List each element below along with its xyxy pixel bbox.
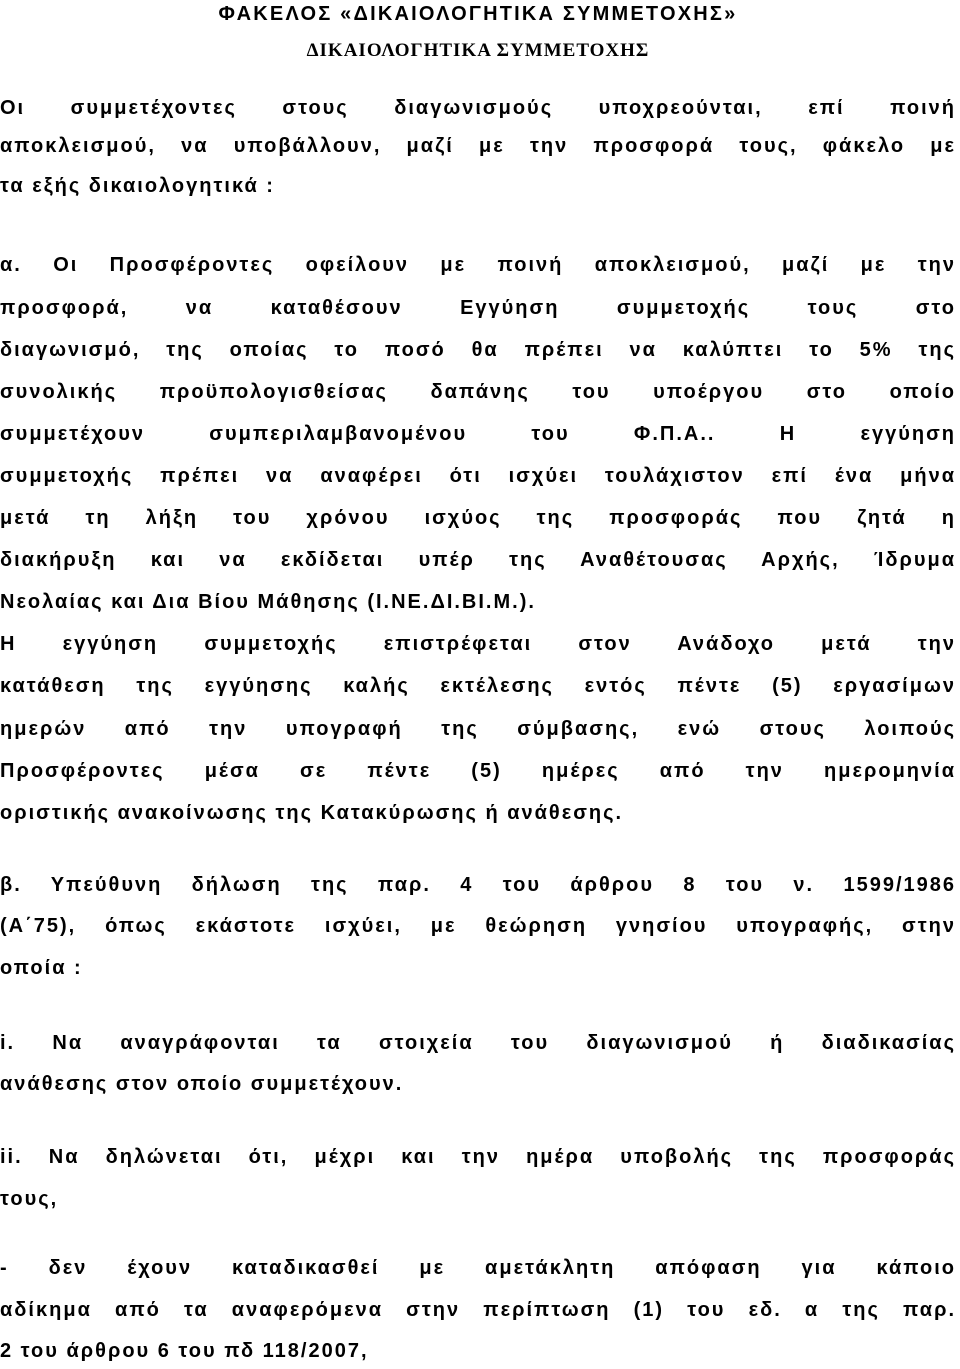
intro-line: αποκλεισμού, να υποβάλλουν, μαζί με την προσφορά τους, φάκελο με	[0, 135, 956, 157]
section-a-line: συνολικής προϋπολογισθείσας δαπάνης του υποέργου στο οποίο	[0, 381, 956, 403]
section-a-line: Νεολαίας και Δια Βίου Μάθησης (Ι.ΝΕ.ΔΙ.ΒΙ.Μ.).	[0, 591, 536, 613]
section-b-line: οποία :	[0, 957, 83, 979]
section-a-line: διακήρυξη και να εκδίδεται υπέρ της Αναθέτουσας Αρχής, Ίδρυμα	[0, 549, 956, 571]
section-a-line: συμμετοχής πρέπει να αναφέρει ότι ισχύει τουλάχιστον επί ένα μήνα	[0, 465, 956, 487]
section-a-line: οριστικής ανακοίνωσης της Κατακύρωσης ή ανάθεσης.	[0, 802, 624, 824]
dash-item-line: - δεν έχουν καταδικασθεί με αμετάκλητη απόφαση για κάποιο	[0, 1257, 956, 1279]
dash-item-line: 2 του άρθρου 6 του πδ 118/2007,	[0, 1340, 369, 1362]
dash-item-line: αδίκημα από τα αναφερόμενα στην περίπτωση (1) του εδ. α της παρ.	[0, 1299, 956, 1321]
section-a-line: ημερών από την υπογραφή της σύμβασης, ενώ στους λοιπούς	[0, 718, 956, 740]
item-i-line: ανάθεσης στον οποίο συμμετέχουν.	[0, 1073, 404, 1095]
section-b-line: (Α΄75), όπως εκάστοτε ισχύει, με θεώρηση γνησίου υπογραφής, στην	[0, 915, 956, 937]
section-a-line: διαγωνισμό, της οποίας το ποσό θα πρέπει να καλύπτει το 5% της	[0, 339, 956, 361]
intro-line: Οι συμμετέχοντες στους διαγωνισμούς υποχρεούνται, επί ποινή	[0, 97, 956, 119]
document-subtitle: ΔΙΚΑΙΟΛΟΓΗΤΙΚΑ ΣΥΜΜΕΤΟΧΗΣ	[306, 40, 650, 61]
section-a-line: Προσφέροντες μέσα σε πέντε (5) ημέρες από την ημερομηνία	[0, 760, 956, 782]
section-a-line: κατάθεση της εγγύησης καλής εκτέλεσης εντός πέντε (5) εργασίμων	[0, 675, 956, 697]
document-title: ΦΑΚΕΛΟΣ «ΔΙΚΑΙΟΛΟΓΗΤΙΚΑ ΣΥΜΜΕΤΟΧΗΣ»	[218, 3, 738, 25]
item-ii-line: ii. Να δηλώνεται ότι, μέχρι και την ημέρα υποβολής της προσφοράς	[0, 1146, 956, 1168]
item-ii-line: τους,	[0, 1188, 59, 1210]
section-a-line: Η εγγύηση συμμετοχής επιστρέφεται στον Ανάδοχο μετά την	[0, 633, 956, 655]
section-a-line: συμμετέχουν συμπεριλαμβανομένου του Φ.Π.Α.. Η εγγύηση	[0, 423, 956, 445]
item-i-line: i. Να αναγράφονται τα στοιχεία του διαγωνισμού ή διαδικασίας	[0, 1032, 956, 1054]
section-a-line: α. Οι Προσφέροντες οφείλουν με ποινή αποκλεισμού, μαζί με την	[0, 254, 956, 276]
intro-line: τα εξής δικαιολογητικά :	[0, 175, 275, 197]
section-a-line: προσφορά, να καταθέσουν Εγγύηση συμμετοχής τους στο	[0, 297, 956, 319]
section-b-line: β. Υπεύθυνη δήλωση της παρ. 4 του άρθρου 8 του ν. 1599/1986	[0, 874, 956, 896]
section-a-line: μετά τη λήξη του χρόνου ισχύος της προσφοράς που ζητά η	[0, 507, 956, 529]
